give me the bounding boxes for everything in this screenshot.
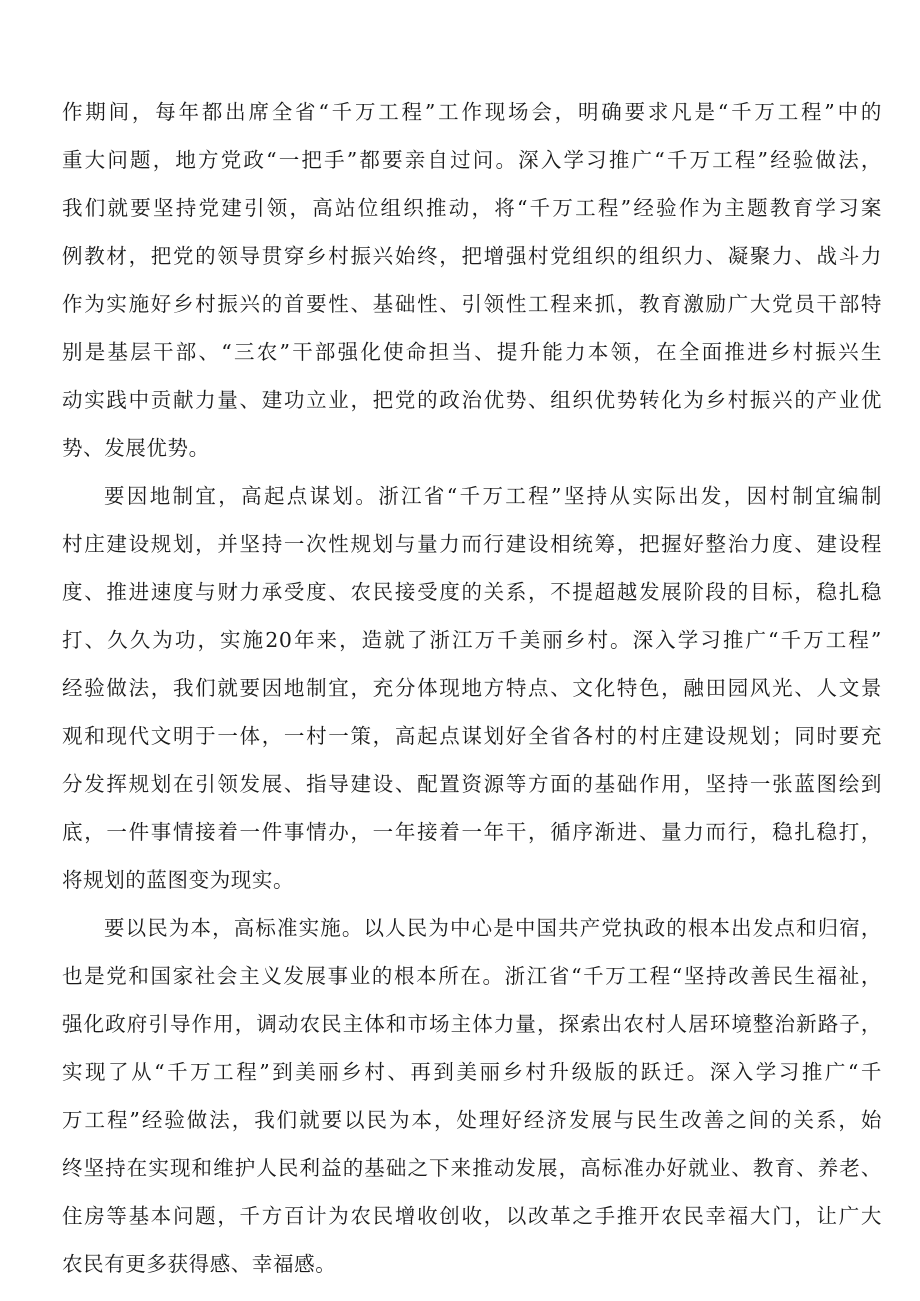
paragraph-2-line-7: 分发挥规划在引领发展、指导建设、配置资源等方面的基础作用，坚持一张蓝图绘到 — [62, 772, 882, 796]
paragraph-1-line-6: 别是基层干部、“三农”干部强化使命担当、提升能力本领，在全面推进乡村振兴生 — [62, 340, 882, 364]
paragraph-2-line-2: 村庄建设规划，并坚持一次性规划与量力而行建设相统筹，把握好整治力度、建设程 — [62, 532, 882, 556]
paragraph-1-line-1: 作期间，每年都出席全省“千万工程”工作现场会，明确要求凡是“千万工程”中的 — [62, 100, 882, 124]
paragraph-3-line-4: 实现了从“千万工程”到美丽乡村、再到美丽乡村升级版的跃迁。深入学习推广“千 — [62, 1060, 882, 1084]
paragraph-1-line-2: 重大问题，地方党政“一把手”都要亲自过问。深入学习推广“千万工程”经验做法， — [62, 148, 882, 172]
document-body — [62, 88, 882, 1288]
paragraph-1-line-3: 我们就要坚持党建引领，高站位组织推动，将“千万工程”经验作为主题教育学习案 — [62, 196, 882, 220]
paragraph-3-line-5: 万工程”经验做法，我们就要以民为本，处理好经济发展与民生改善之间的关系，始 — [62, 1108, 882, 1132]
paragraph-2-line-4: 打、久久为功，实施20年来，造就了浙江万千美丽乡村。深入学习推广“千万工程” — [62, 628, 882, 652]
paragraph-1-line-5: 作为实施好乡村振兴的首要性、基础性、引领性工程来抓，教育激励广大党员干部特 — [62, 292, 882, 316]
paragraph-3-line-6: 终坚持在实现和维护人民利益的基础之下来推动发展，高标准办好就业、教育、养老、 — [62, 1156, 882, 1180]
paragraph-2-line-3: 度、推进速度与财力承受度、农民接受度的关系，不提超越发展阶段的目标，稳扎稳 — [62, 580, 882, 604]
paragraph-1-line-8: 势、发展优势。 — [62, 436, 210, 460]
paragraph-3-line-8: 农民有更多获得感、幸福感。 — [62, 1252, 337, 1276]
paragraph-2-line-6: 观和现代文明于一体，一村一策，高起点谋划好全省各村的村庄建设规划；同时要充 — [62, 724, 882, 748]
paragraph-1-line-4: 例教材，把党的领导贯穿乡村振兴始终，把增强村党组织的组织力、凝聚力、战斗力 — [62, 244, 882, 268]
paragraph-3-line-1: 要以民为本，高标准实施。以人民为中心是中国共产党执政的根本出发点和归宿， — [104, 916, 882, 940]
paragraph-2-line-5: 经验做法，我们就要因地制宜，充分体现地方特点、文化特色，融田园风光、人文景 — [62, 676, 882, 700]
paragraph-2-line-1: 要因地制宜，高起点谋划。浙江省“千万工程”坚持从实际出发，因村制宜编制 — [104, 484, 882, 508]
paragraph-2-line-9: 将规划的蓝图变为现实。 — [62, 868, 295, 892]
paragraph-3-line-2: 也是党和国家社会主义发展事业的根本所在。浙江省“千万工程“坚持改善民生福祉， — [62, 964, 882, 988]
paragraph-1-line-7: 动实践中贡献力量、建功立业，把党的政治优势、组织优势转化为乡村振兴的产业优 — [62, 388, 882, 412]
paragraph-3-line-7: 住房等基本问题，千方百计为农民增收创收，以改革之手推开农民幸福大门，让广大 — [62, 1204, 882, 1228]
paragraph-2-line-8: 底，一件事情接着一件事情办，一年接着一年干，循序渐进、量力而行，稳扎稳打， — [62, 820, 882, 844]
paragraph-3-line-3: 强化政府引导作用，调动农民主体和市场主体力量，探索出农村人居环境整治新路子， — [62, 1012, 882, 1036]
